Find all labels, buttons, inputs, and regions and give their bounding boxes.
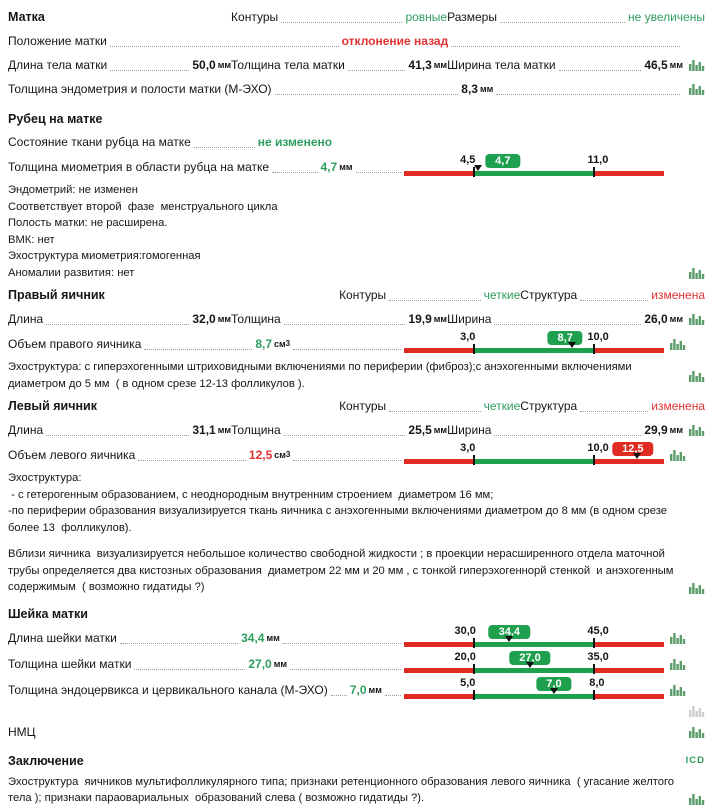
field-value: изменена <box>651 288 705 302</box>
dotted-leader <box>134 662 245 670</box>
report-text-line: ВМК: нет <box>8 233 55 246</box>
histogram-icon[interactable] <box>689 726 705 738</box>
field-row <box>8 77 705 101</box>
text-lines <box>8 546 683 596</box>
report-text-line: -по периферии образования визуализируется ткань яичника с анэхогенными включениями диаметром до 8 мм (в одном срезе <box>8 505 667 517</box>
range-segment <box>594 642 664 647</box>
section-header-row <box>8 108 705 130</box>
range-indicator <box>404 651 664 677</box>
tick-label: 10,0 <box>587 331 609 343</box>
field-label: Толщина <box>231 312 281 326</box>
dotted-leader <box>293 453 401 461</box>
field-row <box>8 53 705 77</box>
field-cell <box>8 657 404 671</box>
tick-label: 5,0 <box>460 676 476 689</box>
dotted-leader <box>110 39 339 47</box>
unit-label: мм <box>479 84 494 94</box>
field-cell <box>231 58 447 72</box>
histogram-icon[interactable] <box>689 267 705 279</box>
report-text-line: тела ); признаки параовариальных образований слева ( возможно гидатиды ?). <box>8 792 425 804</box>
report-text-line: Эхоструктура: с гиперэхогенными штриховидными включениями по периферии (фиброз);с анэхогенными включениями <box>8 361 632 373</box>
field-label: Ширина <box>447 312 492 326</box>
dotted-leader <box>559 63 642 71</box>
value-badge: 4,7 <box>485 154 520 168</box>
field-row <box>8 418 705 442</box>
field-value: изменена <box>651 399 705 413</box>
histogram-icon-slot <box>683 418 705 442</box>
dotted-leader <box>494 428 641 436</box>
dotted-leader <box>110 63 189 71</box>
histogram-icon-slot <box>664 154 686 180</box>
section-header-row <box>8 283 705 307</box>
field-value: отклонение назад <box>341 34 449 48</box>
tick-label: 3,0 <box>460 442 476 454</box>
field-value: 41,3 <box>408 58 432 72</box>
dotted-leader <box>272 165 317 173</box>
histogram-icon-slot <box>683 53 705 77</box>
histogram-icon[interactable] <box>689 793 705 805</box>
tick-label: 20,0 <box>454 650 476 663</box>
value-marker-icon <box>474 165 482 175</box>
section-title: Левый яичник <box>8 399 97 413</box>
histogram-icon[interactable] <box>670 338 686 350</box>
range-segment <box>594 694 664 699</box>
field-label: Толщина <box>231 423 281 437</box>
field-value: 50,0 <box>192 58 216 72</box>
header-field <box>520 288 705 302</box>
dotted-leader <box>451 39 680 47</box>
dotted-leader <box>284 317 406 325</box>
dotted-leader <box>46 428 189 436</box>
histogram-icon <box>689 705 705 717</box>
field-label: Структура <box>520 288 578 302</box>
histogram-icon-slot <box>683 793 705 807</box>
section-header-row <box>8 750 705 772</box>
range-segment <box>404 459 474 464</box>
field-label: Длина <box>8 423 44 437</box>
icd-button[interactable]: ICD <box>685 755 705 766</box>
unit-label: мм <box>433 60 448 70</box>
unit-label: мм <box>217 425 232 435</box>
value-marker-icon <box>505 636 513 646</box>
report-text-line: Вблизи яичника визуализируется небольшое количество свободной жидкости ; в проекции нерасширенного отдела маточной <box>8 548 665 560</box>
field-cell <box>8 423 231 437</box>
tick-label: 35,0 <box>587 650 609 663</box>
field-label: Длина тела матки <box>8 58 108 72</box>
histogram-icon[interactable] <box>689 424 705 436</box>
field-value: 12,5 <box>248 448 273 462</box>
measurement-bar-row <box>8 625 705 651</box>
range-segment <box>404 171 474 176</box>
report-text-line: содержимым ( возможно гидатиды ?) <box>8 581 205 593</box>
field-value: 31,1 <box>192 423 216 437</box>
text-block <box>8 546 705 596</box>
tick-mark <box>593 344 595 354</box>
field-value: 8,3 <box>461 82 478 96</box>
section-header-row <box>8 5 705 29</box>
unit-label: см <box>274 450 286 460</box>
field-value: 4,7 <box>320 160 338 174</box>
unit-label: мм <box>433 314 448 324</box>
range-segment <box>594 459 664 464</box>
field-value: 7,0 <box>349 682 367 697</box>
report-text-line: Полость матки: не расширена. <box>8 217 168 229</box>
field-cell <box>447 58 683 72</box>
field-label: Длина шейки матки <box>8 630 117 645</box>
header-field <box>231 10 447 24</box>
tick-label: 8,0 <box>589 676 605 689</box>
measurement-bar-row <box>8 442 705 468</box>
text-lines <box>8 182 683 281</box>
field-cell <box>8 82 683 96</box>
status-icon-row <box>8 703 705 719</box>
tick-mark <box>593 690 595 700</box>
measurement-bar-row <box>8 154 705 180</box>
value-marker-icon <box>568 342 576 352</box>
range-indicator <box>404 154 664 180</box>
field-value: 29,9 <box>644 423 668 437</box>
report-text-line: Аномалии развития: нет <box>8 266 135 279</box>
field-cell <box>447 423 683 437</box>
histogram-icon-slot <box>683 307 705 331</box>
field-cell <box>447 312 683 326</box>
field-label: Толщина эндоцервикса и цервикального канала (М-ЭХО) <box>8 682 328 697</box>
field-value: 46,5 <box>644 58 668 72</box>
field-value: 27,0 <box>248 656 272 671</box>
range-segment <box>594 171 664 176</box>
tick-label: 4,5 <box>460 154 476 166</box>
tick-mark <box>473 344 475 354</box>
header-field <box>339 288 520 302</box>
field-cell <box>8 160 404 174</box>
report-text-line: НМЦ <box>8 724 36 739</box>
histogram-icon[interactable] <box>670 658 686 670</box>
field-value: 8,7 <box>255 337 272 351</box>
histogram-icon[interactable] <box>670 449 686 461</box>
histogram-icon[interactable] <box>689 313 705 325</box>
dotted-leader <box>281 15 402 23</box>
field-value: четкие <box>483 399 521 413</box>
text-lines <box>8 359 683 392</box>
dotted-leader <box>356 165 401 173</box>
tick-mark <box>473 664 475 674</box>
value-badge: 12,5 <box>612 442 653 456</box>
value-badge: 34,4 <box>489 625 530 639</box>
field-label: Контуры <box>339 399 387 413</box>
field-label: Толщина миометрия в области рубца на матке <box>8 160 270 174</box>
section-title: Матка <box>8 10 45 24</box>
range-segment <box>404 694 474 699</box>
field-label: Объем правого яичника <box>8 337 142 351</box>
field-label: Объем левого яичника <box>8 448 136 462</box>
field-label: Размеры <box>447 10 497 24</box>
dotted-leader <box>293 342 401 350</box>
dotted-leader <box>331 688 347 696</box>
dotted-leader <box>144 342 252 350</box>
dotted-leader <box>385 688 401 696</box>
section-title: Шейка матки <box>8 606 88 621</box>
header-field <box>447 10 705 24</box>
unit-label: мм <box>273 658 288 669</box>
unit-label: мм <box>217 314 232 324</box>
value-marker-icon <box>550 688 558 698</box>
value-marker-icon <box>633 453 641 463</box>
header-field <box>339 399 520 413</box>
text-block <box>8 774 705 807</box>
field-label: Толщина тела матки <box>231 58 345 72</box>
histogram-icon-slot <box>664 651 686 677</box>
field-label: Ширина <box>447 423 492 437</box>
section-header-row <box>8 603 705 625</box>
dotted-leader <box>580 293 648 301</box>
field-row <box>8 130 705 154</box>
field-value: 26,0 <box>644 312 668 326</box>
tick-label: 3,0 <box>460 331 476 343</box>
dotted-leader <box>389 293 480 301</box>
report-text-line: Эхоструктура яичников мультифолликулярного типа; признаки ретенционного образования левого яичника ( угасание желтого <box>8 775 675 788</box>
histogram-icon-slot <box>664 442 686 468</box>
range-segment <box>474 171 594 176</box>
section-title: Правый яичник <box>8 288 105 302</box>
dotted-leader <box>290 662 401 670</box>
report-text-line: Эхоструктура миометрия:гомогенная <box>8 250 201 262</box>
field-cell <box>231 423 447 437</box>
field-label: Структура <box>520 399 578 413</box>
dotted-leader <box>46 317 189 325</box>
header-field <box>520 399 705 413</box>
field-cell: Объем правого яичника 8,7 см 3 <box>8 337 404 351</box>
dotted-leader <box>120 636 238 644</box>
text-lines <box>8 721 683 743</box>
field-cell <box>8 34 683 48</box>
histogram-icon-slot <box>664 331 686 357</box>
histogram-icon[interactable] <box>689 59 705 71</box>
field-label: Контуры <box>339 288 387 302</box>
field-row <box>8 307 705 331</box>
dotted-leader <box>580 404 648 412</box>
field-label: Ширина тела матки <box>447 58 556 72</box>
tick-mark <box>593 167 595 177</box>
range-indicator <box>404 442 664 468</box>
range-segment <box>474 348 594 353</box>
field-cell <box>231 312 447 326</box>
dotted-leader <box>348 63 406 71</box>
field-cell <box>8 58 231 72</box>
report-text-line: Соответствует второй фазе менструального цикла <box>8 200 278 213</box>
text-block <box>8 721 705 743</box>
field-label: Длина <box>8 312 44 326</box>
unit-label: см <box>274 339 286 349</box>
range-segment <box>474 459 594 464</box>
range-indicator <box>404 625 664 651</box>
dotted-leader <box>494 317 641 325</box>
measurement-bar-row <box>8 677 705 703</box>
value-badge: 8,7 <box>548 331 583 345</box>
field-label: Состояние ткани рубца на матке <box>8 135 191 149</box>
text-block <box>8 182 705 281</box>
unit-label: мм <box>368 684 382 695</box>
tick-mark <box>473 638 475 648</box>
field-value: 34,4 <box>241 630 265 645</box>
dotted-leader <box>389 404 480 412</box>
histogram-icon[interactable] <box>670 632 686 644</box>
range-indicator <box>404 331 664 357</box>
tick-mark <box>593 664 595 674</box>
histogram-icon[interactable] <box>689 83 705 95</box>
field-row <box>8 29 705 53</box>
field-value: 25,5 <box>408 423 432 437</box>
histogram-icon-slot <box>683 582 705 596</box>
field-value: 32,0 <box>192 312 216 326</box>
histogram-icon-slot <box>664 677 686 703</box>
unit-label: мм <box>669 314 683 324</box>
dotted-leader <box>194 140 255 148</box>
field-value: не увеличены <box>627 10 705 24</box>
report-text-line: диаметром до 5 мм ( в одном срезе 12-13 фолликулов ). <box>8 377 305 390</box>
value-badge: 27,0 <box>509 651 550 665</box>
histogram-icon-slot <box>664 625 686 651</box>
section-title: Рубец на матке <box>8 112 103 126</box>
field-cell: Объем левого яичника 12,5 см 3 <box>8 448 404 462</box>
value-badge: 7,0 <box>536 677 571 691</box>
dotted-leader <box>138 453 246 461</box>
dotted-leader <box>87 759 683 767</box>
range-segment <box>404 668 474 673</box>
histogram-icon-slot <box>683 703 705 719</box>
report-text-line: Эндометрий: не изменен <box>8 184 138 196</box>
field-value: 19,9 <box>408 312 432 326</box>
unit-label: мм <box>433 425 448 435</box>
range-segment <box>474 694 594 699</box>
report-text-line: трубы определяется два кистозных образования диаметром 22 мм и 20 мм , с тонкой гиперэхогеннорй стенкой и анэхогенным <box>8 564 674 577</box>
value-marker-icon <box>526 662 534 672</box>
range-indicator <box>404 677 664 703</box>
histogram-icon-slot <box>683 726 705 738</box>
unit-label: мм <box>669 60 683 70</box>
field-label: Контуры <box>231 10 279 24</box>
range-segment <box>474 642 594 647</box>
tick-mark <box>473 455 475 465</box>
field-cell <box>8 135 332 149</box>
unit-label: мм <box>217 60 232 70</box>
histogram-icon-slot <box>683 29 705 53</box>
histogram-icon-slot <box>683 370 705 382</box>
field-value: четкие <box>483 288 521 302</box>
range-segment <box>404 642 474 647</box>
dotted-leader <box>496 87 680 95</box>
field-cell <box>8 312 231 326</box>
range-segment <box>404 348 474 353</box>
text-lines <box>8 470 683 536</box>
histogram-icon-slot <box>683 267 705 281</box>
report-text-line: Эхоструктура: <box>8 472 82 484</box>
report-text-line: более 13 фолликулов). <box>8 521 132 534</box>
tick-mark <box>473 690 475 700</box>
tick-mark <box>593 455 595 465</box>
tick-label: 11,0 <box>587 154 609 166</box>
tick-label: 10,0 <box>587 442 609 454</box>
histogram-icon[interactable] <box>689 582 705 594</box>
histogram-icon-slot <box>683 77 705 101</box>
tick-label: 45,0 <box>587 624 609 637</box>
tick-mark <box>593 638 595 648</box>
field-value: ровные <box>405 10 448 24</box>
dotted-leader <box>275 87 459 95</box>
histogram-icon[interactable] <box>689 370 705 382</box>
dotted-leader <box>283 636 401 644</box>
histogram-icon-slot <box>332 130 354 154</box>
measurement-bar-row <box>8 651 705 677</box>
unit-label: мм <box>266 632 280 643</box>
section-title: Заключение <box>8 753 84 768</box>
text-block <box>8 470 705 536</box>
measurement-bar-row <box>8 331 705 357</box>
text-block <box>8 359 705 392</box>
range-segment <box>594 668 664 673</box>
field-label: Толщина шейки матки <box>8 656 132 671</box>
tick-label: 30,0 <box>454 624 476 637</box>
range-segment <box>594 348 664 353</box>
field-label: Толщина эндометрия и полости матки (М-ЭХО) <box>8 82 272 96</box>
report-text-line: - с гетерогенным образованием, с неоднородным внутренним строением диаметром 16 мм; <box>8 488 494 501</box>
text-lines <box>8 774 683 807</box>
section-header-row <box>8 394 705 418</box>
field-value: не изменено <box>257 135 333 149</box>
dotted-leader <box>284 428 406 436</box>
histogram-icon[interactable] <box>670 684 686 696</box>
field-cell <box>8 683 404 697</box>
dotted-leader <box>500 15 625 23</box>
unit-label: мм <box>339 162 353 172</box>
field-cell <box>8 631 404 645</box>
field-label: Положение матки <box>8 34 107 48</box>
unit-label: мм <box>669 425 683 435</box>
